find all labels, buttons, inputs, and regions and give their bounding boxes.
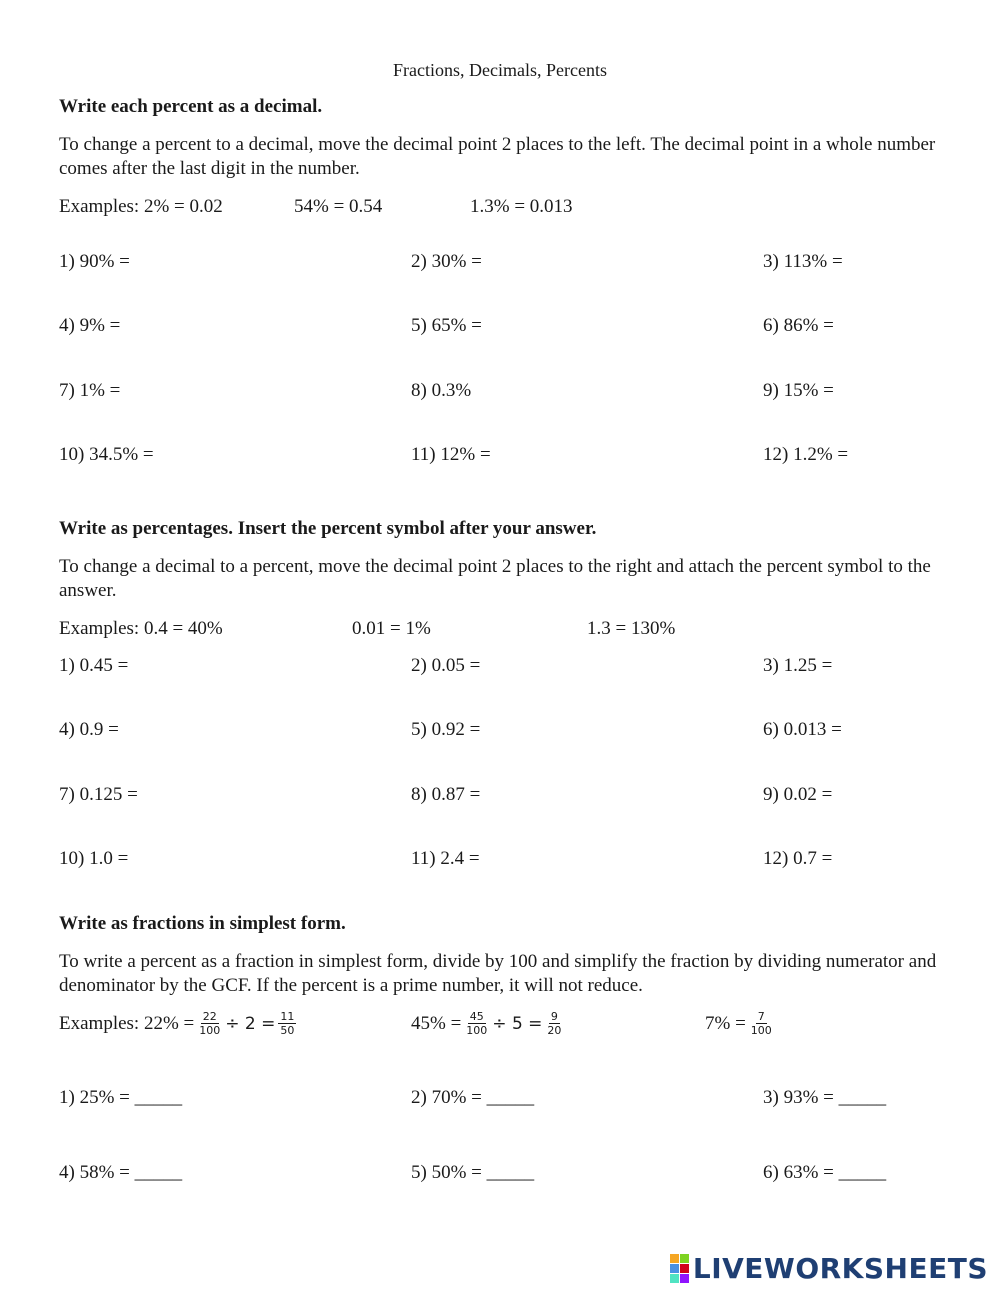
s1-problem-3[interactable]: 3) 113% = <box>763 251 843 272</box>
logo-square <box>670 1254 679 1263</box>
s1-problem-2[interactable]: 2) 30% = <box>411 251 482 272</box>
s3-problem-6[interactable]: 6) 63% = _____ <box>763 1162 887 1183</box>
denominator: 100 <box>750 1024 772 1037</box>
s2-problem-10[interactable]: 10) 1.0 = <box>59 848 129 869</box>
s3-problem-2[interactable]: 2) 70% = _____ <box>411 1087 535 1108</box>
section2-heading: Write as percentages. Insert the percent symbol after your answer. <box>59 518 597 539</box>
section1-example-1: Examples: 2% = 0.02 <box>59 196 223 217</box>
section1-instruction: To change a percent to a decimal, move the decimal point 2 places to the left. The decimal point in a whole number comes after the last digit in the number. <box>59 134 936 179</box>
section2-example-2: 0.01 = 1% <box>352 618 431 639</box>
section2-example-1: Examples: 0.4 = 40% <box>59 618 223 639</box>
fraction <box>278 1010 296 1037</box>
example-lead: 7% = <box>705 1012 746 1034</box>
numerator: 45 <box>469 1010 484 1023</box>
s2-problem-9[interactable]: 9) 0.02 = <box>763 784 833 805</box>
operation: ÷ 2 = <box>225 1013 276 1034</box>
page-title: Fractions, Decimals, Percents <box>393 60 607 80</box>
logo-square <box>680 1274 689 1283</box>
s2-problem-8[interactable]: 8) 0.87 = <box>411 784 481 805</box>
example-lead: 45% = <box>411 1012 462 1034</box>
s3-problem-3[interactable]: 3) 93% = _____ <box>763 1087 887 1108</box>
section2-instruction: To change a decimal to a percent, move the decimal point 2 places to the right and attach the percent symbol to the answer. <box>59 556 931 601</box>
denominator: 20 <box>547 1024 562 1037</box>
s2-problem-4[interactable]: 4) 0.9 = <box>59 719 119 740</box>
s1-problem-5[interactable]: 5) 65% = <box>411 315 482 336</box>
section1-heading: Write each percent as a decimal. <box>59 96 323 117</box>
s3-problem-5[interactable]: 5) 50% = _____ <box>411 1162 535 1183</box>
s1-problem-10[interactable]: 10) 34.5% = <box>59 444 154 465</box>
s1-problem-8[interactable]: 8) 0.3% <box>411 380 472 401</box>
fraction <box>749 1010 774 1037</box>
section3-example-3 <box>705 1010 777 1037</box>
logo-square <box>680 1264 689 1273</box>
section3-example-1 <box>59 1010 299 1037</box>
fraction <box>545 1010 563 1037</box>
fraction <box>464 1010 489 1037</box>
denominator: 100 <box>199 1024 221 1037</box>
s2-problem-5[interactable]: 5) 0.92 = <box>411 719 481 740</box>
operation: ÷ 5 = <box>492 1013 543 1034</box>
s1-problem-9[interactable]: 9) 15% = <box>763 380 834 401</box>
denominator: 100 <box>466 1024 488 1037</box>
section2-example-3: 1.3 = 130% <box>587 618 676 639</box>
section3-example-2 <box>411 1010 566 1037</box>
s2-problem-12[interactable]: 12) 0.7 = <box>763 848 833 869</box>
s2-problem-1[interactable]: 1) 0.45 = <box>59 655 129 676</box>
denominator: 50 <box>280 1024 295 1037</box>
s3-problem-1[interactable]: 1) 25% = _____ <box>59 1087 183 1108</box>
s2-problem-2[interactable]: 2) 0.05 = <box>411 655 481 676</box>
liveworksheets-logo[interactable] <box>670 1252 988 1285</box>
s2-problem-6[interactable]: 6) 0.013 = <box>763 719 842 740</box>
logo-square <box>670 1264 679 1273</box>
numerator: 11 <box>280 1010 295 1023</box>
s3-problem-4[interactable]: 4) 58% = _____ <box>59 1162 183 1183</box>
section3-instruction: To write a percent as a fraction in simplest form, divide by 100 and simplify the fraction by dividing numerator and denominator by the GCF. If the percent is a prime number, it will not reduce. <box>59 951 937 996</box>
s2-problem-3[interactable]: 3) 1.25 = <box>763 655 833 676</box>
numerator: 9 <box>550 1010 558 1023</box>
numerator: 7 <box>757 1010 765 1023</box>
s1-problem-11[interactable]: 11) 12% = <box>411 444 491 465</box>
s1-problem-7[interactable]: 7) 1% = <box>59 380 121 401</box>
logo-text: LIVEWORKSHEETS <box>692 1252 988 1285</box>
s1-problem-1[interactable]: 1) 90% = <box>59 251 130 272</box>
example-lead: Examples: 22% = <box>59 1012 195 1034</box>
s1-problem-6[interactable]: 6) 86% = <box>763 315 834 336</box>
numerator: 22 <box>202 1010 217 1023</box>
section1-example-2: 54% = 0.54 <box>294 196 383 217</box>
section3-heading: Write as fractions in simplest form. <box>59 913 346 934</box>
logo-square <box>680 1254 689 1263</box>
fraction <box>197 1010 222 1037</box>
s2-problem-11[interactable]: 11) 2.4 = <box>411 848 480 869</box>
logo-square <box>670 1274 679 1283</box>
logo-mark-icon <box>670 1254 689 1283</box>
s1-problem-12[interactable]: 12) 1.2% = <box>763 444 849 465</box>
s1-problem-4[interactable]: 4) 9% = <box>59 315 121 336</box>
section1-example-3: 1.3% = 0.013 <box>470 196 573 217</box>
s2-problem-7[interactable]: 7) 0.125 = <box>59 784 138 805</box>
